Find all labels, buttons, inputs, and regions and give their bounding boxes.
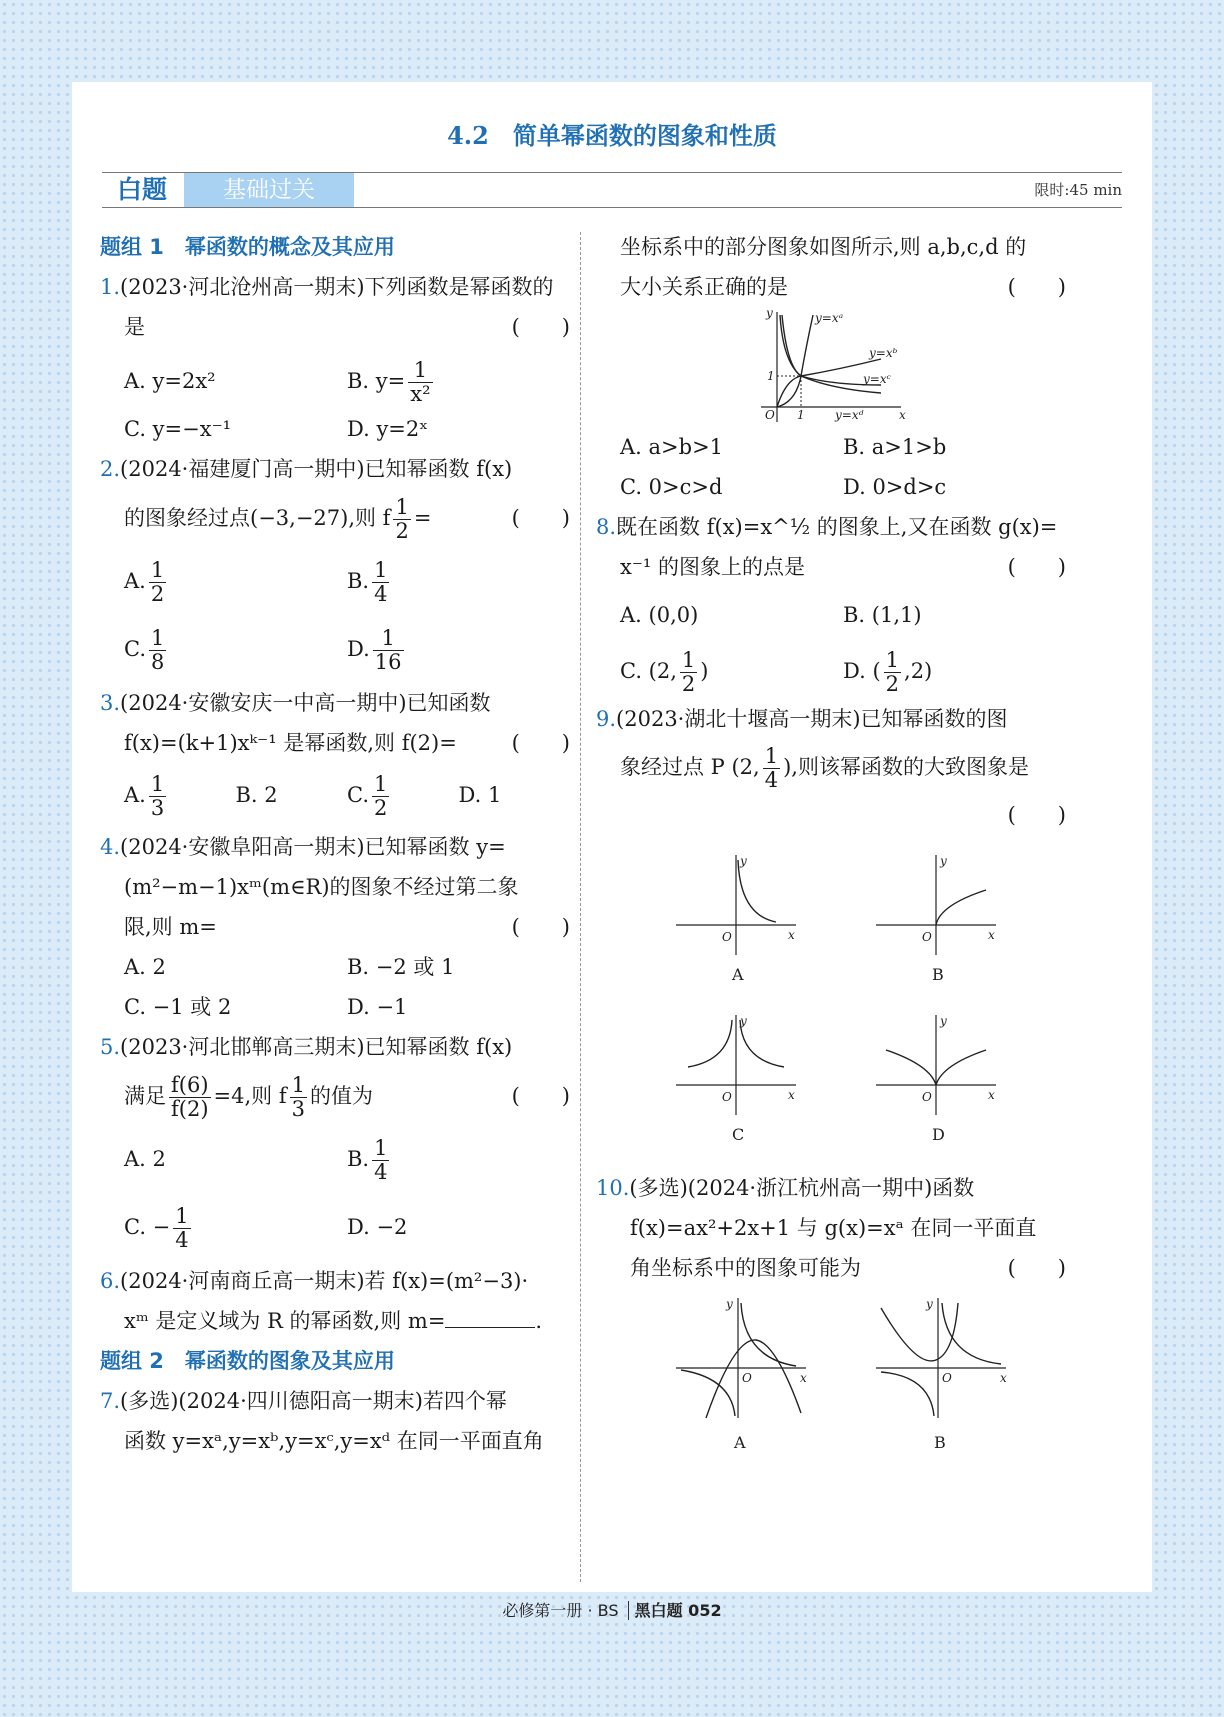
question-text: 满足 — [124, 1084, 166, 1108]
question-text: ),则该幂函数的大致图象是 — [783, 755, 1029, 779]
group-heading-2: 题组 2 幂函数的图象及其应用 — [100, 1349, 395, 1373]
question-9-line3 — [596, 795, 1066, 835]
fraction-den: 2 — [150, 582, 165, 606]
option-label: D. ( — [843, 659, 881, 683]
origin-label: O — [922, 930, 932, 944]
question-text: 大小关系正确的是 — [620, 275, 788, 299]
y-label: y — [726, 1297, 733, 1311]
x-label: x — [899, 408, 906, 422]
x-label: x — [988, 1088, 995, 1102]
question-8-line2 — [596, 547, 1066, 587]
question-number: 9. — [596, 707, 617, 731]
question-text: = — [413, 506, 432, 530]
question-text: =4,则 f — [213, 1084, 287, 1108]
answer-paren: ( ) — [1007, 275, 1066, 299]
option-label: C. (2, — [620, 659, 677, 683]
origin-label: O — [722, 930, 732, 944]
options-8 — [596, 587, 1066, 699]
one-label-x: 1 — [797, 408, 805, 422]
question-number: 10. — [596, 1176, 630, 1200]
q10-figures — [596, 1288, 1066, 1448]
question-text: (2023·河北沧州高一期末)下列函数是幂函数的是 — [120, 275, 554, 339]
option-a: A. 2 — [124, 955, 166, 979]
origin-label: O — [942, 1371, 952, 1385]
y-label: y — [926, 1297, 933, 1311]
y-label: y — [740, 854, 747, 868]
power-curve-left — [881, 1372, 934, 1416]
question-4-line3 — [100, 907, 570, 947]
option-a: A. y=2x² — [124, 369, 216, 393]
fraction-den: 3 — [150, 796, 165, 820]
question-text: f(x)=(k+1)xᵏ⁻¹ 是幂函数,则 f(2)= — [124, 731, 457, 755]
fraction-den: x² — [410, 382, 431, 406]
power-curve-left — [681, 1370, 735, 1416]
page — [72, 82, 1152, 1620]
question-4-line2: (m²−m−1)xᵐ(m∈R)的图象不经过第二象 — [124, 875, 519, 899]
fraction-num: 1 — [408, 359, 432, 383]
q7-figure — [751, 307, 911, 427]
question-number: 6. — [100, 1269, 121, 1293]
question-7 — [100, 1381, 570, 1421]
option-b: B. 2 — [235, 783, 278, 807]
question-text: 角坐标系中的图象可能为 — [630, 1256, 861, 1280]
option-label: C. — [347, 783, 369, 807]
x-label: x — [788, 1088, 795, 1102]
question-number: 4. — [100, 835, 121, 859]
question-7-line4 — [596, 267, 1066, 307]
fraction — [884, 649, 901, 696]
q9-graph-c — [676, 1014, 796, 1144]
fraction — [149, 773, 166, 820]
fraction — [149, 627, 166, 674]
graph-label: B — [934, 1433, 946, 1448]
option-c — [620, 643, 843, 699]
fraction-num: 1 — [291, 1072, 305, 1097]
fraction-num: 1 — [395, 494, 409, 519]
question-7-line3: 坐标系中的部分图象如图所示,则 a,b,c,d 的 — [620, 235, 1027, 259]
option-text: ) — [700, 659, 709, 683]
y-label: y — [940, 1014, 947, 1028]
parabola — [706, 1340, 801, 1418]
curve-right — [936, 1050, 986, 1085]
answer-paren: ( ) — [1007, 1256, 1066, 1280]
x-label: x — [788, 928, 795, 942]
option-label: A. — [124, 569, 146, 593]
question-10-line3 — [596, 1248, 1066, 1288]
label-yd: y=xᵈ — [835, 408, 864, 422]
column-divider — [580, 232, 581, 1582]
question-5-line2 — [100, 1067, 570, 1125]
option-d — [347, 615, 570, 683]
question-1 — [100, 267, 570, 347]
fraction-den: 4 — [374, 1160, 388, 1184]
options-4 — [100, 947, 570, 1027]
option-d: D. 0>d>c — [843, 475, 947, 499]
options-2 — [100, 547, 570, 683]
question-text: . — [535, 1309, 543, 1333]
question-5 — [100, 1027, 570, 1067]
label-yb: y=xᵇ — [869, 346, 898, 360]
question-4 — [100, 827, 570, 867]
fraction-den: 2 — [681, 672, 696, 696]
x-label: x — [1000, 1371, 1007, 1385]
graph-label: A — [732, 965, 744, 984]
question-text: (2024·河南商丘高一期末)若 f(x)=(m²−3)· — [120, 1269, 529, 1293]
fraction-den: 8 — [151, 650, 165, 674]
fraction — [372, 773, 389, 820]
fraction-num: f(6) — [171, 1072, 209, 1097]
option-text: ,2) — [904, 659, 933, 683]
x-label: x — [800, 1371, 807, 1385]
group-heading-1: 题组 1 幂函数的概念及其应用 — [100, 235, 395, 259]
fraction-num: 1 — [681, 647, 696, 672]
options-5 — [100, 1125, 570, 1261]
question-number: 3. — [100, 691, 121, 715]
question-text: (2024·福建厦门高一期中)已知幂函数 f(x) — [120, 457, 513, 481]
fraction-num: 1 — [764, 743, 779, 768]
fraction-num: 1 — [151, 625, 165, 650]
fraction-num: 1 — [885, 647, 900, 672]
option-c — [347, 763, 459, 827]
question-number: 5. — [100, 1035, 121, 1059]
fraction — [408, 359, 432, 406]
left-column — [100, 227, 570, 1461]
answer-blank[interactable] — [445, 1305, 535, 1328]
question-number: 7. — [100, 1389, 121, 1413]
fraction-num: 1 — [373, 627, 404, 651]
options-7 — [596, 427, 1066, 507]
option-d — [843, 643, 1066, 699]
question-8 — [596, 507, 1066, 547]
q9-graph-b — [876, 854, 996, 984]
origin-label: O — [922, 1090, 932, 1104]
question-10-line2: f(x)=ax²+2x+1 与 g(x)=xᵃ 在同一平面直 — [630, 1216, 1037, 1240]
question-3-line2 — [100, 723, 570, 763]
option-label: A. — [124, 783, 146, 807]
q10-graph-b — [876, 1297, 1007, 1448]
answer-paren: ( ) — [511, 315, 570, 339]
option-label: D. — [347, 637, 370, 661]
x-label: x — [988, 928, 995, 942]
options-3 — [100, 763, 570, 827]
q10-graph-a — [676, 1297, 807, 1448]
y-label: y — [766, 307, 773, 320]
curve-left — [688, 1020, 732, 1067]
fraction — [763, 745, 780, 792]
question-text: (2024·安徽安庆一中高一期中)已知函数 — [120, 691, 491, 715]
question-text: (2023·河北邯郸高三期末)已知幂函数 f(x) — [120, 1035, 513, 1059]
fraction-num: 1 — [374, 771, 388, 796]
fraction-den: 2 — [395, 519, 409, 543]
question-7-line2: 函数 y=xᵃ,y=xᵇ,y=xᶜ,y=xᵈ 在同一平面直角 — [124, 1429, 544, 1453]
fraction-den: 4 — [374, 582, 388, 606]
q9-graph-d — [876, 1014, 996, 1144]
question-text: 限,则 m= — [124, 915, 217, 939]
section-tab-sub: 基础过关 — [184, 173, 354, 207]
question-text: (多选)(2024·浙江杭州高一期中)函数 — [629, 1176, 975, 1200]
option-d: D. 1 — [458, 783, 502, 807]
question-3 — [100, 683, 570, 723]
answer-paren: ( ) — [1007, 803, 1066, 827]
fraction — [290, 1074, 307, 1121]
label-yc: y=xᶜ — [863, 372, 891, 386]
options-1 — [100, 353, 570, 449]
parabola — [881, 1303, 958, 1361]
y-label: y — [740, 1014, 747, 1028]
option-d: D. −1 — [347, 995, 408, 1019]
question-text: 既在函数 f(x)=x^½ 的图象上,又在函数 g(x)= — [616, 515, 1058, 539]
one-label-y: 1 — [767, 369, 775, 383]
option-label: C. — [124, 637, 146, 661]
question-text: 象经过点 P (2, — [620, 755, 760, 779]
fraction-num: 1 — [150, 557, 165, 582]
question-6 — [100, 1261, 570, 1301]
question-text: x⁻¹ 的图象上的点是 — [620, 555, 806, 579]
option-a — [124, 547, 347, 615]
answer-paren: ( ) — [511, 731, 570, 755]
option-a — [124, 763, 236, 827]
fraction — [169, 1074, 211, 1121]
right-column — [596, 227, 1066, 1461]
page-footer — [72, 1598, 1152, 1621]
power-curve-right — [942, 1303, 1001, 1364]
time-limit: 限时:45 min — [1034, 181, 1122, 199]
option-b-label: B. y= — [347, 369, 406, 393]
section-tab-main: 白题 — [116, 175, 167, 204]
option-label: C. − — [124, 1215, 171, 1239]
question-text: xᵐ 是定义域为 R 的幂函数,则 m= — [124, 1309, 446, 1333]
origin-label: O — [722, 1090, 732, 1104]
question-text: 的图象经过点(−3,−27),则 f — [124, 506, 391, 530]
fraction-den: 2 — [374, 796, 388, 820]
fraction-den: 4 — [764, 768, 779, 792]
fraction-num: 1 — [175, 1203, 189, 1228]
footer-book: 必修第一册 · BS — [502, 1601, 619, 1620]
fraction-den: 2 — [885, 672, 900, 696]
answer-paren: ( ) — [511, 915, 570, 939]
question-10 — [596, 1168, 1066, 1208]
option-c — [124, 1193, 347, 1261]
option-a: A. 2 — [124, 1147, 166, 1171]
option-d: D. y=2ˣ — [347, 417, 429, 441]
curve — [738, 860, 776, 922]
question-text: 的值为 — [310, 1084, 373, 1108]
question-6-line2 — [100, 1301, 570, 1341]
fraction-den: 4 — [175, 1228, 189, 1252]
question-9-line2 — [596, 739, 1066, 795]
origin-label: O — [742, 1371, 752, 1385]
fraction-den: f(2) — [171, 1097, 209, 1121]
graph-label: A — [734, 1433, 746, 1448]
section-bar — [102, 172, 1122, 208]
option-label: B. — [347, 1147, 370, 1171]
curve-left — [886, 1050, 936, 1085]
fraction — [372, 1137, 389, 1184]
fraction-num: 1 — [374, 1135, 388, 1160]
question-2 — [100, 449, 570, 489]
question-text: (多选)(2024·四川德阳高一期末)若四个幂 — [120, 1389, 507, 1413]
option-d: D. −2 — [347, 1215, 408, 1239]
option-c: C. y=−x⁻¹ — [124, 417, 232, 441]
option-b — [347, 1125, 570, 1193]
fraction-num: 1 — [374, 557, 388, 582]
question-text: (2024·安徽阜阳高一期末)已知幂函数 y= — [120, 835, 506, 859]
option-b: B. (1,1) — [843, 603, 922, 627]
fraction-den: 16 — [374, 650, 402, 674]
option-b — [347, 353, 570, 409]
graph-label: C — [732, 1125, 745, 1144]
origin-label: O — [765, 408, 775, 422]
y-label: y — [940, 854, 947, 868]
fraction — [373, 627, 404, 674]
fraction — [173, 1205, 190, 1252]
fraction — [680, 649, 697, 696]
option-a: A. a>b>1 — [620, 435, 724, 459]
option-c — [124, 615, 347, 683]
fraction — [149, 559, 166, 606]
option-b: B. −2 或 1 — [347, 955, 455, 979]
answer-paren: ( ) — [511, 1084, 570, 1108]
question-number: 2. — [100, 457, 121, 481]
question-number: 1. — [100, 275, 121, 299]
question-9 — [596, 699, 1066, 739]
question-number: 8. — [596, 515, 617, 539]
option-label: B. — [347, 569, 370, 593]
option-a: A. (0,0) — [620, 603, 699, 627]
q9-graph-a — [676, 854, 796, 984]
answer-paren: ( ) — [511, 506, 570, 530]
fraction-num: 1 — [150, 771, 165, 796]
graph-label: D — [932, 1125, 945, 1144]
option-c: C. 0>c>d — [620, 475, 723, 499]
option-b — [347, 547, 570, 615]
question-text: (2023·湖北十堰高一期末)已知幂函数的图 — [616, 707, 1008, 731]
fraction — [372, 559, 389, 606]
option-b: B. a>1>b — [843, 435, 947, 459]
question-2-line2 — [100, 489, 570, 547]
graph-label: B — [932, 965, 944, 984]
fraction-den: 3 — [291, 1097, 305, 1121]
footer-page: 黑白题 052 — [628, 1601, 722, 1620]
power-curve-right — [741, 1303, 796, 1366]
fraction — [393, 496, 410, 543]
label-ya: y=xᵃ — [815, 311, 844, 325]
curve — [936, 890, 986, 925]
page-title: 4.2 简单幂函数的图象和性质 — [447, 121, 777, 150]
option-c: C. −1 或 2 — [124, 995, 232, 1019]
q9-figures — [596, 835, 1066, 1155]
answer-paren: ( ) — [1007, 555, 1066, 579]
